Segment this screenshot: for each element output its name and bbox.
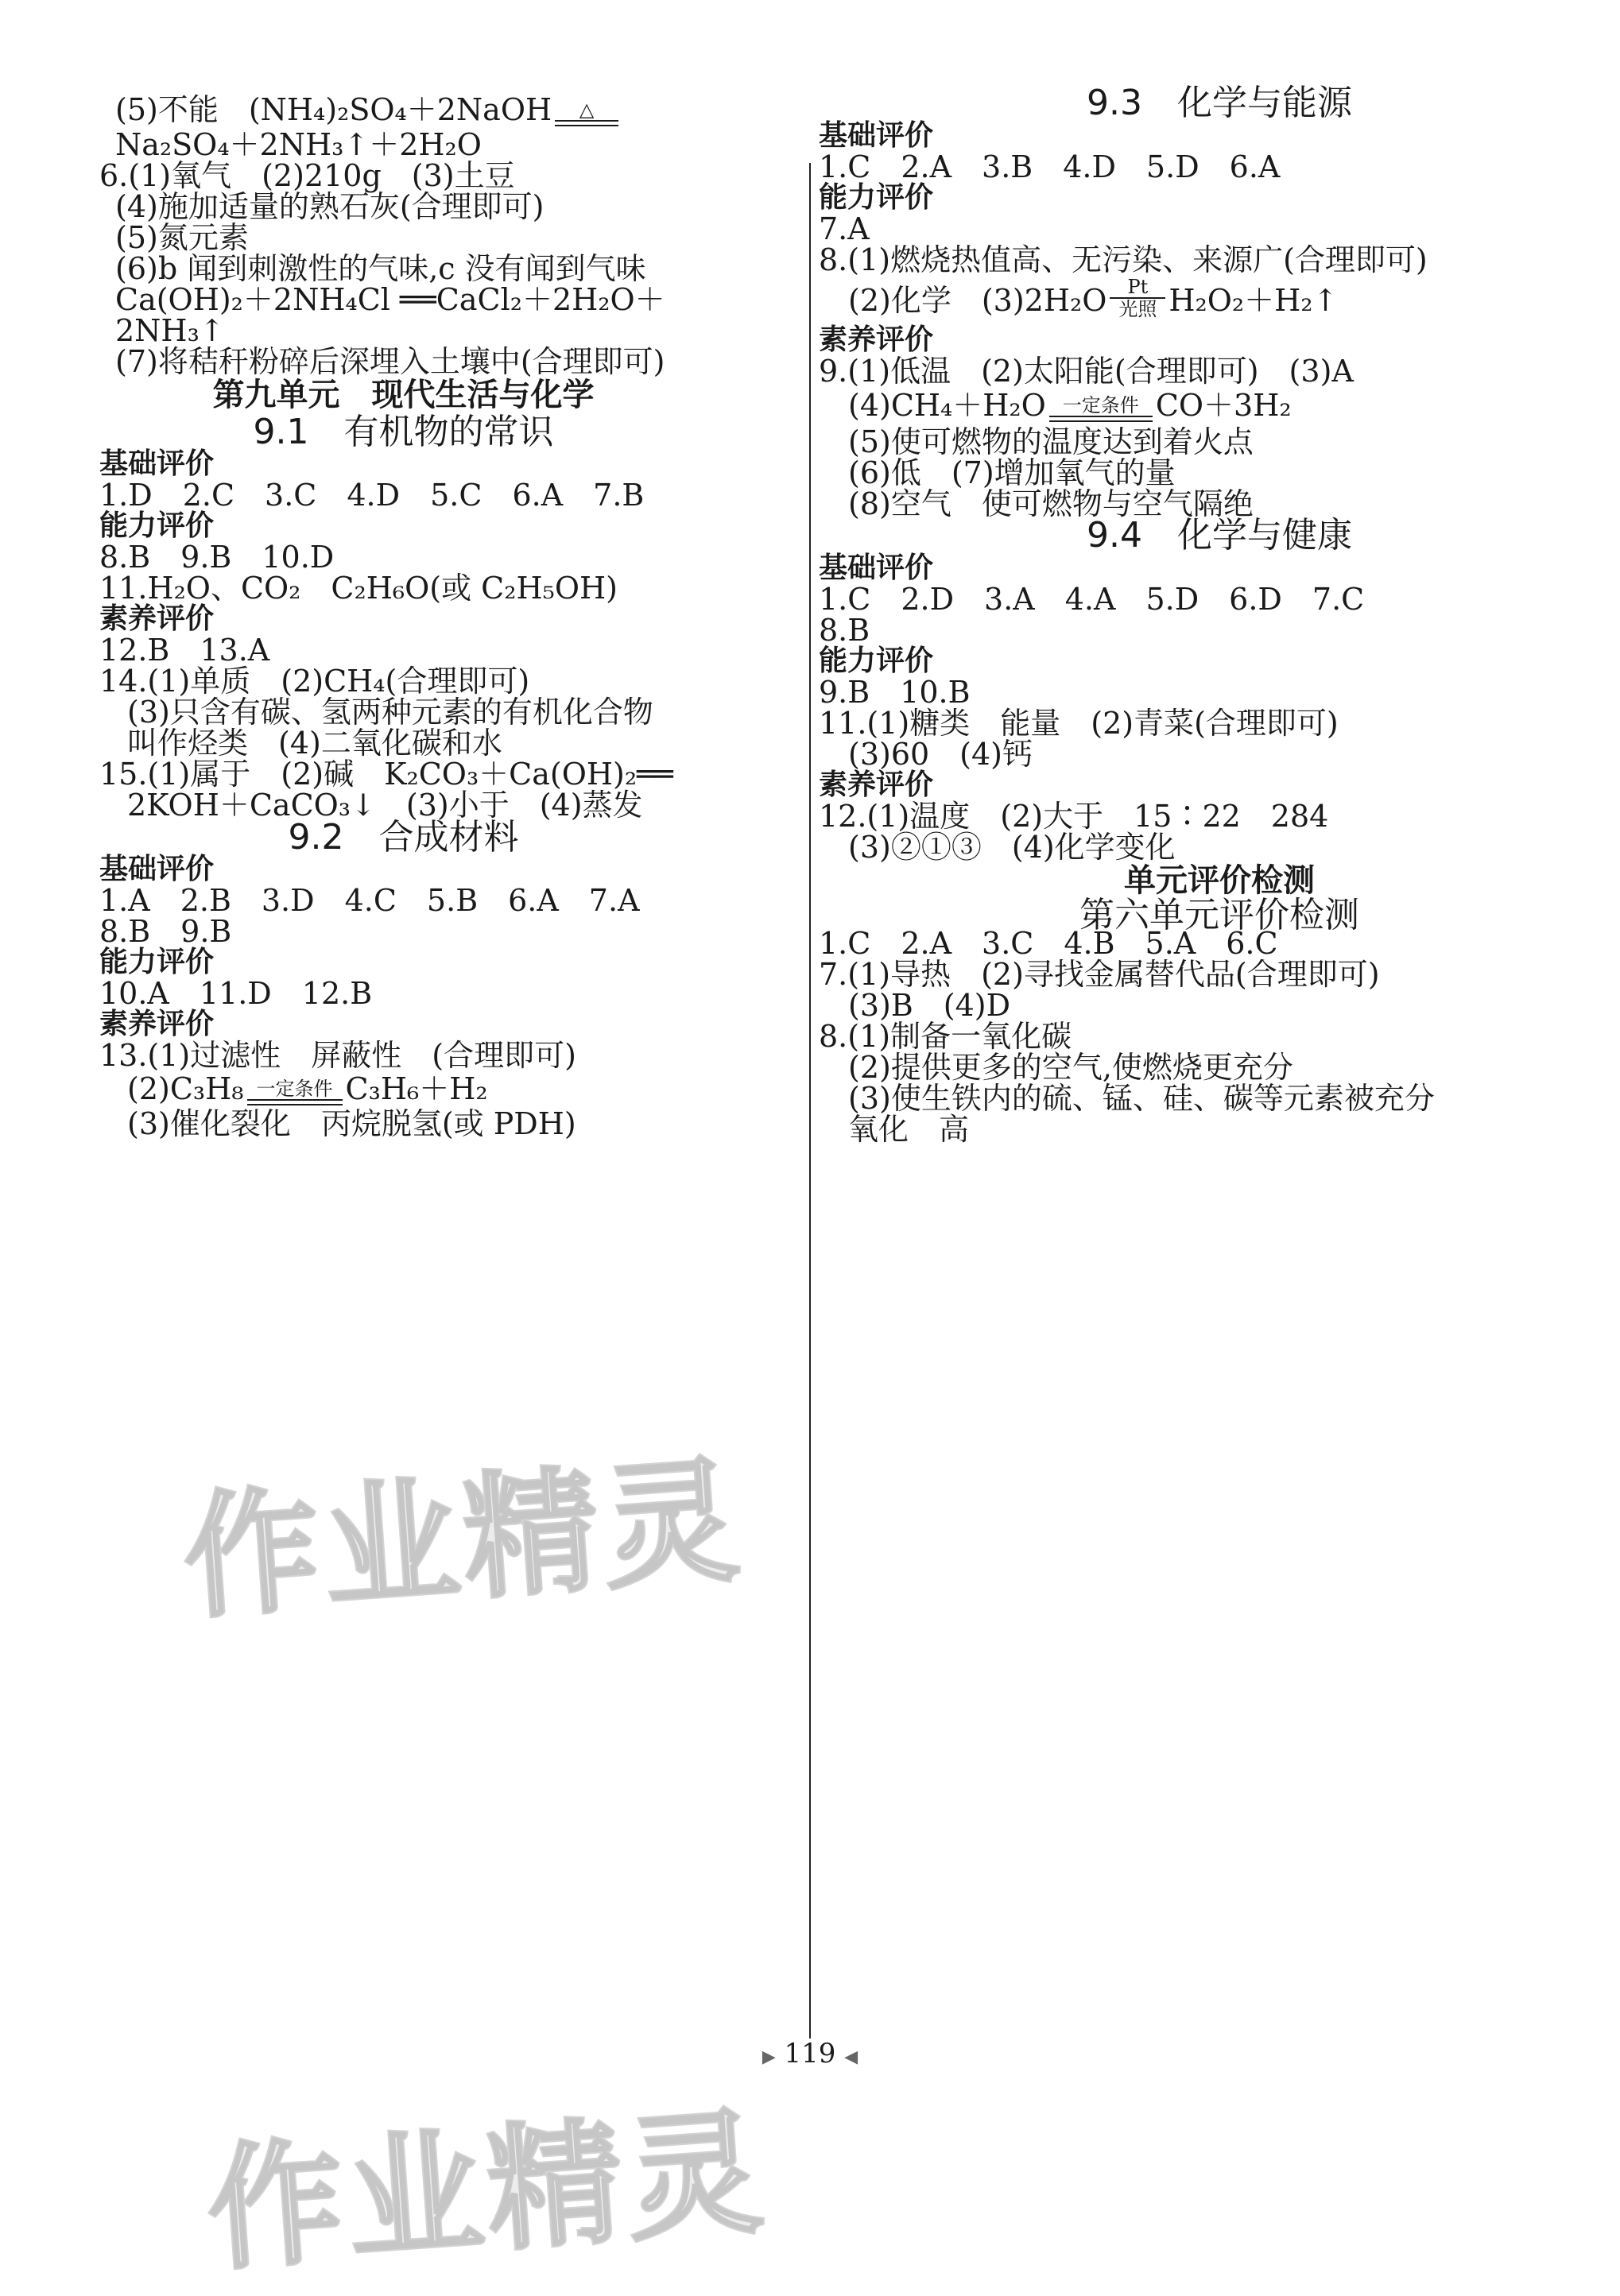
answer-line: 8.B 9.B 10.D [99,540,335,575]
answer-line: (3)60 (4)钙 [848,737,1033,772]
condition-label: 一定条件 [256,1077,333,1100]
reaction-condition [555,99,618,126]
answer-line: 2KOH＋CaCO₃↓ (3)小于 (4)蒸发 [127,788,643,823]
answer-line: 1.C 2.D 3.A 4.A 5.D 6.D 7.C [819,582,1365,617]
answer-line: 12.B 13.A [99,633,270,668]
equation-text: CO＋3H₂ [1155,388,1292,423]
equation-text: (2)化学 (3)2H₂O [848,283,1107,318]
equation-text: (5)不能 (NH₄)₂SO₄＋2NaOH [115,92,552,127]
evaluation-title: 单元评价检测 [1124,862,1315,899]
answer-line [848,386,1292,424]
answer-line: 15.(1)属于 (2)碱 K₂CO₃＋Ca(OH)₂══ [99,757,673,792]
answer-line: (4)施加适量的熟石灰(合理即可) [115,189,545,224]
condition-label: △ [579,98,595,121]
answer-line: (6)低 (7)增加氧气的量 [848,455,1176,490]
answer-line: Na₂SO₄＋2NH₃↑＋2H₂O [115,127,482,162]
equation-text: C₃H₆＋H₂ [345,1071,488,1106]
answer-line: 1.D 2.C 3.C 4.D 5.C 6.A 7.B [99,478,645,513]
section-heading: 基础评价 [819,119,934,152]
watermark: 作业精灵 [179,1442,749,1639]
answer-line: 9.B 10.B [819,675,971,710]
equation-text: (2)C₃H₈ [127,1071,244,1106]
answer-line: 7.A [819,211,870,246]
answer-line: (2)提供更多的空气,使燃烧更充分 [848,1050,1293,1085]
section-heading: 能力评价 [99,946,215,978]
section-heading: 能力评价 [819,645,934,677]
page-number [0,2036,1620,2075]
answer-line: (7)将秸秆粉碎后深埋入土壤中(合理即可) [115,344,665,379]
section-title: 9.4 化学与健康 [1087,515,1352,556]
answer-line: 9.(1)低温 (2)太阳能(合理即可) (3)A [819,354,1354,389]
reaction-condition [1110,277,1165,319]
section-heading: 基础评价 [819,552,934,584]
answer-line: 11.(1)糖类 能量 (2)青菜(合理即可) [819,706,1339,741]
answer-line: (3)B (4)D [848,988,1011,1023]
answer-line: (3)使生铁内的硫、锰、硅、碳等元素被充分 [848,1081,1435,1116]
answer-line: 1.C 2.A 3.B 4.D 5.D 6.A [819,149,1281,184]
answer-line: 叫作烃类 (4)二氧化碳和水 [127,726,502,761]
section-title: 9.1 有机物的常识 [253,412,554,452]
answer-line: 8.B 9.B [99,914,232,949]
answer-line: (3)只含有碳、氢两种元素的有机化合物 [127,695,653,730]
answer-line: (8)空气 使可燃物与空气隔绝 [848,486,1254,521]
answer-line: 11.H₂O、CO₂ C₂H₆O(或 C₂H₅OH) [99,571,618,606]
section-heading: 素养评价 [99,602,215,635]
unit-evaluation-title: 第六单元评价检测 [1079,895,1359,935]
answer-line: 2NH₃↑ [115,313,225,348]
section-heading: 基础评价 [99,853,215,885]
condition-label: 光照 [1118,298,1157,320]
section-heading: 能力评价 [99,509,215,542]
watermark: 作业精灵 [203,2093,773,2290]
answer-line: (3)催化裂化 丙烷脱氢(或 PDH) [127,1106,576,1141]
answer-line: 14.(1)单质 (2)CH₄(合理即可) [99,664,530,699]
answer-line [127,1070,488,1108]
answer-line: 6.(1)氧气 (2)210g (3)土豆 [99,158,515,193]
answer-line: (3)②①③ (4)化学变化 [848,830,1176,865]
answer-line: Ca(OH)₂＋2NH₄Cl ══CaCl₂＋2H₂O＋ [115,282,665,317]
answer-line: 10.A 11.D 12.B [99,976,373,1011]
answer-line: 13.(1)过滤性 屏蔽性 (合理即可) [99,1038,576,1073]
answer-line: 8.B [819,613,870,648]
section-heading: 基础评价 [99,447,215,480]
section-heading: 素养评价 [819,769,934,801]
triangle-right-icon: ▶ [762,2047,776,2067]
reaction-condition [247,1078,343,1105]
page-number-text: 119 [784,2038,836,2069]
answer-line [848,277,1338,319]
unit-title: 第九单元 现代生活与化学 [212,377,595,413]
section-title: 9.2 合成材料 [288,817,519,858]
answer-line: (5)使可燃物的温度达到着火点 [848,424,1254,459]
answer-line: 1.A 2.B 3.D 4.C 5.B 6.A 7.A [99,883,640,918]
answer-line: 12.(1)温度 (2)大于 15∶22 284 [819,799,1329,834]
answer-line [115,91,622,129]
answer-line: 8.(1)制备一氧化碳 [819,1019,1072,1054]
triangle-left-icon: ◀ [844,2047,858,2067]
answer-line: 8.(1)燃烧热值高、无污染、来源广(合理即可) [819,242,1428,277]
answer-line: 1.C 2.A 3.C 4.B 5.A 6.C [819,926,1278,961]
reaction-condition [1049,395,1153,422]
answer-line: 7.(1)导热 (2)寻找金属替代品(合理即可) [819,957,1380,992]
equation-text: (4)CH₄＋H₂O [848,388,1046,423]
answer-line: (5)氮元素 [115,220,249,255]
condition-label: 一定条件 [1062,393,1139,416]
answer-line: (6)b 闻到刺激性的气味,c 没有闻到气味 [115,251,646,286]
section-heading: 素养评价 [819,323,934,356]
condition-label: Pt [1127,276,1149,298]
section-heading: 素养评价 [99,1008,215,1040]
section-heading: 能力评价 [819,181,934,214]
column-divider [809,163,811,2039]
answer-line: 氧化 高 [848,1112,970,1147]
section-title: 9.3 化学与能源 [1087,83,1352,123]
equation-text: H₂O₂＋H₂↑ [1168,283,1339,318]
